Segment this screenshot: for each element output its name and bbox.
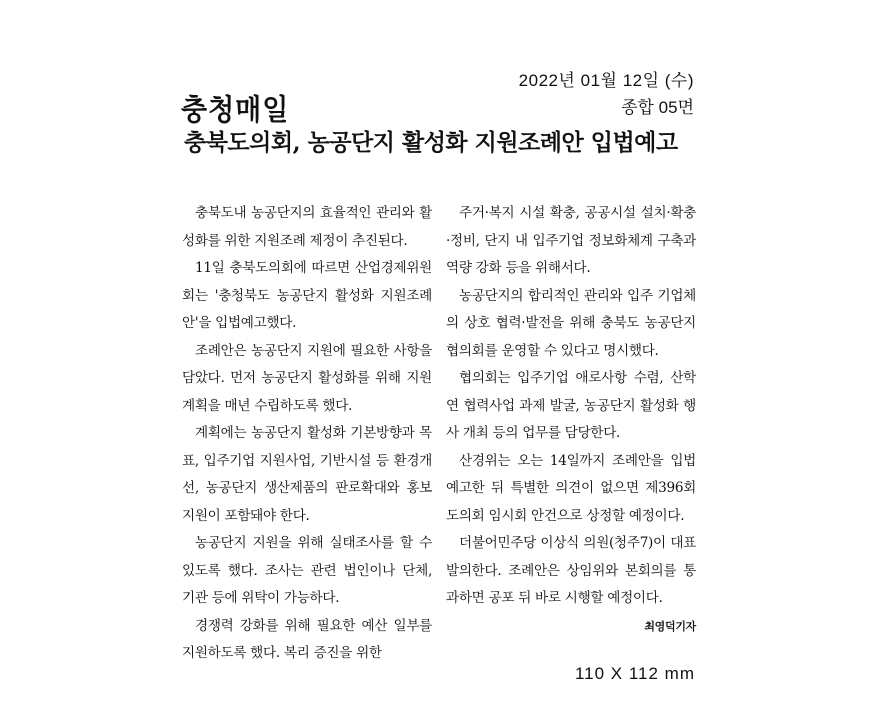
- article-paragraph: 농공단지 지원을 위해 실태조사를 할 수 있도록 했다. 조사는 관련 법인이나 단체, 기관 등에 위탁이 가능하다.: [182, 535, 432, 606]
- article-paragraph: [446, 530, 696, 633]
- article-paragraph: 협의회는 입주기업 애로사항 수렴, 산학연 협력사업 과제 발굴, 농공단지 활성화 행사 개최 등의 업무를 담당한다.: [446, 370, 696, 441]
- article-paragraph: 충북도내 농공단지의 효율적인 관리와 활성화를 위한 지원조례 제정이 추진된다.: [182, 205, 432, 249]
- article-paragraph: 조례안은 농공단지 지원에 필요한 사항을 담았다. 먼저 농공단지 활성화를 위해 지원계획을 매년 수립하도록 했다.: [182, 342, 432, 414]
- clip-size: 110 X 112 mm: [574, 664, 695, 683]
- publication-date: 2022년 01월 12일 (수): [518, 71, 694, 90]
- article-paragraph-text: 더불어민주당 이상식 의원(청주7)이 대표 발의한다. 조례안은 상임위와 본회의를 통과하면 공포 뒤 바로 시행할 예정이다.: [446, 535, 696, 606]
- article-paragraph: 11일 충북도의회에 따르면 산업경제위원회는 '충청북도 농공단지 활성화 지원조례안'을 입법예고했다.: [182, 260, 432, 331]
- newspaper-name: 충청매일: [181, 93, 290, 128]
- article-paragraph: 농공단지의 합리적인 관리와 입주 기업체의 상호 협력·발전을 위해 충북도 농공단지협의회를 운영할 수 있다고 명시했다.: [446, 287, 696, 359]
- reporter-byline: 최영덕기자: [644, 619, 696, 633]
- article-paragraph: 경쟁력 강화를 위해 필요한 예산 일부를 지원하도록 했다. 복리 증진을 위한: [182, 617, 432, 661]
- article-paragraph: 주거·복지 시설 확충, 공공시설 설치·확충·정비, 단지 내 입주기업 정보화체계 구축과 역량 강화 등을 위해서다.: [446, 205, 696, 276]
- article-column-right: [446, 200, 696, 640]
- article-headline: 충북도의회, 농공단지 활성화 지원조례안 입법예고: [184, 129, 678, 156]
- article-column-left: [182, 200, 432, 668]
- article-paragraph: 산경위는 오는 14일까지 조례안을 입법예고한 뒤 특별한 의견이 없으면 제396회 도의회 임시회 안건으로 상정할 예정이다.: [446, 452, 696, 524]
- page-section: 종합 05면: [621, 98, 694, 117]
- article-paragraph: 계획에는 농공단지 활성화 기본방향과 목표, 입주기업 지원사업, 기반시설 등 환경개선, 농공단지 생산제품의 판로확대와 홍보지원이 포함돼야 한다.: [182, 425, 432, 524]
